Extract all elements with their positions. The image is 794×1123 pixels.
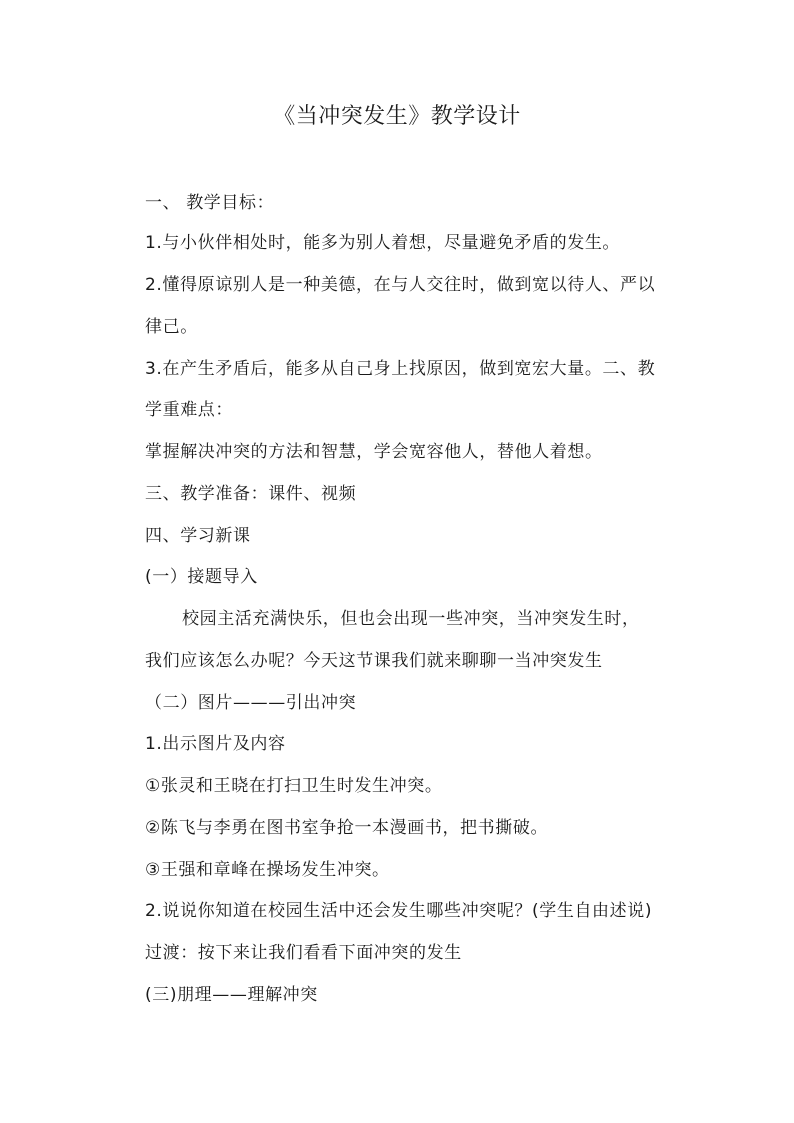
key-points-text: 掌握解决冲突的方法和智慧，学会宽容他人，替他人着想。 [145, 442, 603, 462]
picture-item-1: ①张灵和王晓在打扫卫生时发生冲突。 [145, 776, 443, 796]
subsection-pictures: （二）图片———引出冲突 [145, 693, 357, 713]
section-heading-objectives: 一、 教学目标： [145, 193, 275, 213]
subsection-introduction: (一）接题导入 [145, 567, 258, 587]
picture-item-2: ②陈飞与李勇在图书室争抢一本漫画书，把书撕破。 [145, 818, 549, 838]
introduction-paragraph-line-2: 我们应该怎么办呢？今天这节课我们就来聊聊一当冲突发生 [145, 651, 603, 671]
introduction-paragraph-line-1: 校园主活充满快乐，但也会出现一些冲突，当冲突发生时， [182, 609, 640, 629]
objective-3-line-1: 3.在产生矛盾后，能多从自己身上找原因，做到宽宏大量。二、教 [145, 359, 656, 379]
subsection-understanding: (三)朋理——理解冲突 [145, 985, 318, 1005]
picture-item-3: ③王强和章峰在操场发生冲突。 [145, 860, 390, 880]
objective-2-line-1: 2.懂得原谅别人是一种美德，在与人交往时，做到宽以待人、严以 [145, 275, 656, 295]
pictures-step-1: 1.出示图片及内容 [145, 734, 286, 754]
objective-1: 1.与小伙伴相处时，能多为别人着想，尽量避免矛盾的发生。 [145, 233, 621, 253]
transition-text: 过渡：按下来让我们看看下面冲突的发生 [145, 943, 462, 963]
pictures-step-2: 2.说说你知道在校园生活中还会发生哪些冲突呢？(学生自由述说) [145, 901, 653, 921]
section-heading-new-lesson: 四、学习新课 [145, 526, 251, 546]
objective-3-line-2: 学重难点： [145, 400, 233, 420]
objective-2-line-2: 律己。 [145, 317, 198, 337]
section-heading-preparation: 三、教学准备：课件、视频 [145, 484, 357, 504]
document-title: 《当冲突发生》教学设计 [273, 104, 521, 129]
